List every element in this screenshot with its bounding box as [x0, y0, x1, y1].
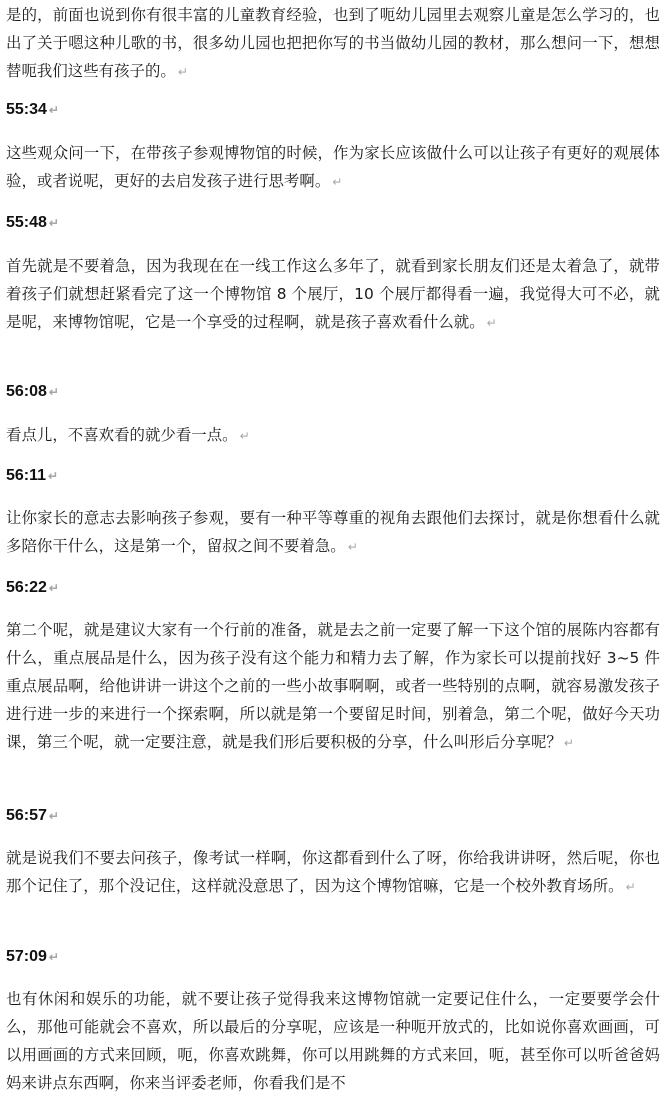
paragraph-mark-icon: ↵	[563, 736, 574, 750]
paragraph-mark-icon: ↵	[48, 950, 59, 964]
paragraph-mark-icon: ↵	[48, 216, 59, 230]
transcript-paragraph: 让你家长的意志去影响孩子参观，要有一种平等尊重的视角去跟他们去探讨，就是你想看什么就多陪你干什么，这是第一个，留叔之间不要着急。 ↵	[6, 509, 660, 555]
timestamp: 56:57 ↵	[6, 807, 59, 824]
timestamp: 56:22 ↵	[6, 579, 59, 596]
timestamp: 55:34 ↵	[6, 101, 59, 118]
paragraph-mark-icon: ↵	[48, 385, 59, 399]
transcript-paragraph: 这些观众问一下，在带孩子参观博物馆的时候，作为家长应该做什么可以让孩子有更好的观展体验，或者说呢，更好的去启发孩子进行思考啊。 ↵	[6, 144, 660, 190]
transcript-paragraph: 也有休闲和娱乐的功能，就不要让孩子觉得我来这博物馆就一定要记住什么，一定要要学会什么，那他可能就会不喜欢，所以最后的分享呢，应该是一种呃开放式的，比如说你喜欢画画，可以用画画的方式来回顾，呃，你喜欢跳舞，你可以用跳舞的方式来回，呃，甚至你可以听爸爸妈妈来讲点东西啊，你来当评委老师，你看我们是不	[6, 990, 660, 1092]
paragraph-mark-icon: ↵	[486, 316, 497, 330]
paragraph-mark-icon: ↵	[48, 809, 59, 823]
paragraph-mark-icon: ↵	[347, 540, 358, 554]
paragraph-mark-icon: ↵	[48, 581, 59, 595]
timestamp: 57:09 ↵	[6, 948, 59, 965]
timestamp: 56:08 ↵	[6, 383, 59, 400]
timestamp: 56:11 ↵	[6, 467, 59, 484]
paragraph-mark-icon: ↵	[625, 880, 636, 894]
transcript-paragraph: 就是说我们不要去问孩子，像考试一样啊，你这都看到什么了呀，你给我讲讲呀，然后呢，你也那个记住了，那个没记住，这样就没意思了，因为这个博物馆嘛，它是一个校外教育场所。 ↵	[6, 849, 660, 895]
paragraph-mark-icon: ↵	[177, 65, 188, 79]
paragraph-mark-icon: ↵	[48, 103, 59, 117]
timestamp: 55:48 ↵	[6, 214, 59, 231]
paragraph-mark-icon: ↵	[48, 469, 59, 483]
paragraph-mark-icon: ↵	[239, 429, 250, 443]
transcript-paragraph: 第二个呢，就是建议大家有一个行前的准备，就是去之前一定要了解一下这个馆的展陈内容都有什么，重点展品是什么，因为孩子没有这个能力和精力去了解，作为家长可以提前找好 3~5 件重点展品啊，给他讲讲一讲这个之前的一些小故事啊啊，或者一些特别的点啊，就容易激发孩子进行进一步的来进行一个探索啊，所以就是第一个要留足时间，别着急，第二个呢，做好今天功课，第三个呢，就一定要注意，就是我们形后要积极的分享，什么叫形后分享呢？ ↵	[6, 621, 660, 751]
paragraph-mark-icon: ↵	[332, 175, 343, 189]
transcript-paragraph: 看点儿，不喜欢看的就少看一点。 ↵	[6, 426, 250, 444]
transcript-paragraph: 是的，前面也说到你有很丰富的儿童教育经验，也到了呃幼儿园里去观察儿童是怎么学习的，也出了关于嗯这种儿歌的书，很多幼儿园也把把你写的书当做幼儿园的教材，那么想问一下，想想替呃我们这些有孩子的。 ↵	[6, 6, 660, 80]
transcript-paragraph: 首先就是不要着急，因为我现在在一线工作这么多年了，就看到家长朋友们还是太着急了，就带着孩子们就想赶紧看完了这一个博物馆 8 个展厅，10 个展厅都得看一遍，我觉得大可不必，就是呢，来博物馆呢，它是一个享受的过程啊，就是孩子喜欢看什么就。 ↵	[6, 257, 660, 331]
